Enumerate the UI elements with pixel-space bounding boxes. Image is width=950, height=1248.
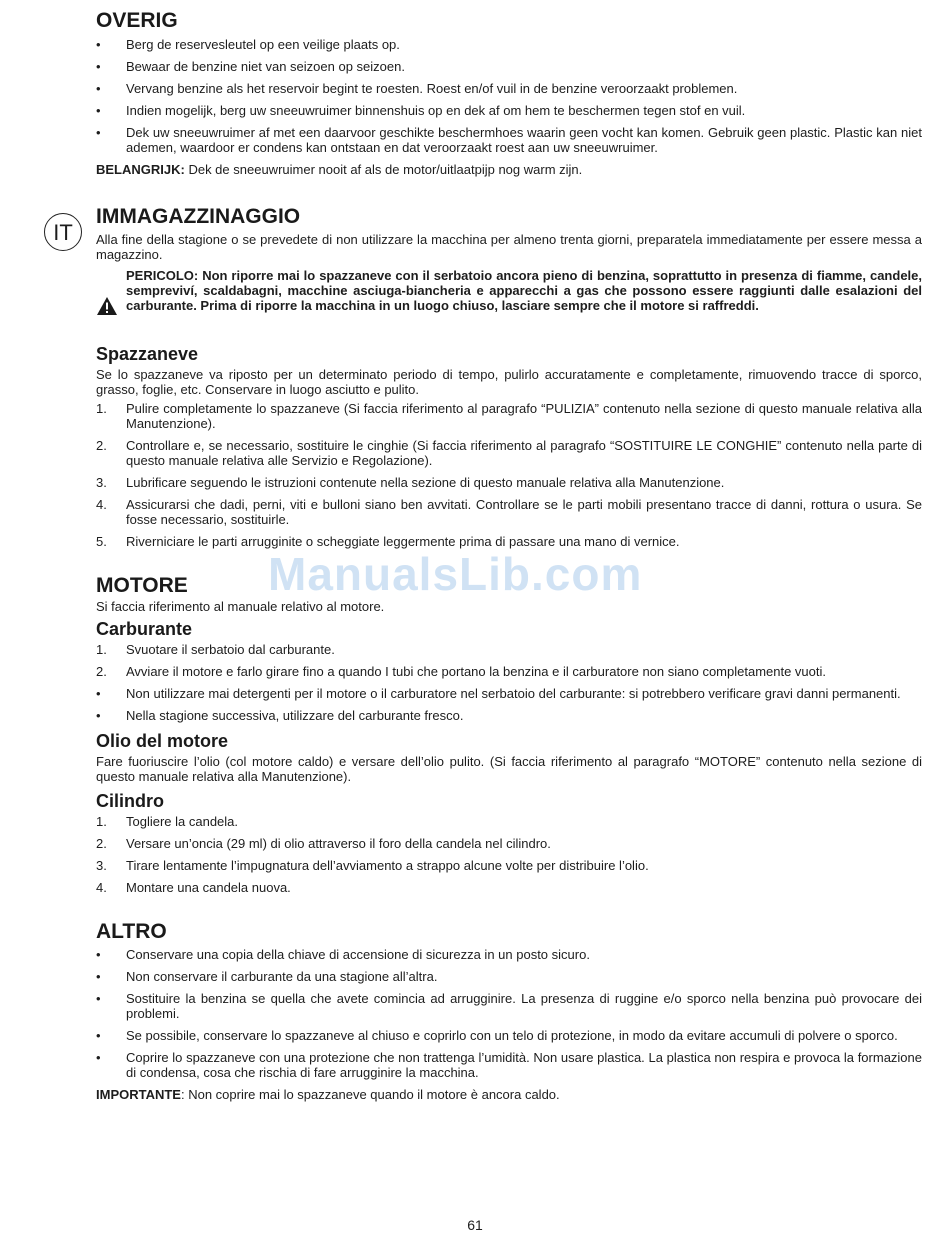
cilindro-section	[96, 790, 922, 895]
spazzaneve-steps	[96, 401, 922, 549]
list-item: 2. Controllare e, se necessario, sostituire le cinghie (Si faccia riferimento al paragrafo “SOSTITUIRE LE CONGHIE” contenuto nella parte di questo manuale relativa alle Servizio e Regolazione).	[96, 438, 922, 468]
list-item: 1. Svuotare il serbatoio dal carburante.	[96, 642, 335, 657]
list-item: 1. Pulire completamente lo spazzaneve (Si faccia riferimento al paragrafo “PULIZIA” contenuto nella sezione di questo manuale relativa alla Manutenzione).	[96, 401, 922, 431]
watermark: ManualsLib.com	[268, 548, 643, 600]
language-badge: IT	[44, 213, 82, 251]
overig-note: BELANGRIJK: Dek de sneeuwruimer nooit af als de motor/uitlaatpijp nog warm zijn.	[96, 162, 583, 177]
olio-section	[96, 730, 922, 784]
list-item: • Nella stagione successiva, utilizzare del carburante fresco.	[96, 708, 464, 723]
list-item: 1. Togliere la candela.	[96, 814, 239, 829]
page-number: 61	[467, 1217, 483, 1233]
list-item: • Sostituire la benzina se quella che avete comincia ad arrugginire. La presenza di ruggine e/o sporco nella benzina può provocare dei problemi.	[96, 991, 922, 1021]
altro-note: IMPORTANTE: Non coprire mai lo spazzaneve quando il motore è ancora caldo.	[96, 1087, 560, 1102]
list-item: • Non utilizzare mai detergenti per il motore o il carburatore nel serbatoio del carburante: si potrebbero verificare gravi danni permanenti.	[96, 686, 901, 701]
immagazzinaggio-title: IMMAGAZZINAGGIO	[96, 205, 301, 228]
cilindro-title: Cilindro	[96, 791, 164, 811]
spazzaneve-title: Spazzaneve	[96, 344, 199, 364]
list-item: • Coprire lo spazzaneve con una protezione che non trattenga l’umidità. Non usare plastica. La plastica non respira e provoca la formazione di condensa, cosa che rischia di fare arrugginire la macchina.	[96, 1050, 922, 1080]
list-item: • Vervang benzine als het reservoir begint te roesten. Roest en/of vuil in de benzine veroorzaakt problemen.	[96, 81, 738, 96]
list-item: 2. Avviare il motore e farlo girare fino a quando I tubi che portano la benzina e il carburatore non siano completamente vuoti.	[96, 664, 827, 679]
spazzaneve-intro: Se lo spazzaneve va riposto per un determinato periodo di tempo, pulirlo accuratamente e completamente, rimuovendo tracce di sporco, grasso, foglie, etc. Conservare in luogo asciutto e pulito.	[96, 367, 922, 397]
list-item: • Berg de reservesleutel op een veilige plaats op.	[96, 37, 400, 52]
list-item: 4. Montare una candela nuova.	[96, 880, 291, 895]
list-item: 4. Assicurarsi che dadi, perni, viti e bulloni siano ben avvitati. Controllare se le parti mobili presentano tracce di danni, rottura o usura. Se fosse necessario, sostituirle.	[96, 497, 922, 527]
overig-list	[96, 37, 922, 155]
overig-section	[96, 8, 922, 177]
list-item: 2. Versare un’oncia (29 ml) di olio attraverso il foro della candela nel cilindro.	[96, 836, 551, 851]
list-item: 5. Riverniciare le parti arrugginite o scheggiate leggermente prima di passare una mano di vernice.	[96, 534, 680, 549]
motore-section	[96, 573, 922, 614]
cilindro-steps	[96, 814, 922, 895]
olio-text: Fare fuoriuscire l’olio (col motore caldo) e versare dell’olio pulito. (Si faccia riferimento al paragrafo “MOTORE” contenuto nella sezione di questo manuale relativa alla Manutenzione).	[96, 754, 922, 784]
carburante-bullets	[96, 686, 922, 723]
overig-title: OVERIG	[96, 9, 178, 32]
altro-title: ALTRO	[96, 920, 167, 943]
list-item: 3. Lubrificare seguendo le istruzioni contenute nella sezione di questo manuale relativa alla Manutenzione.	[96, 475, 725, 490]
carburante-section	[96, 618, 922, 723]
list-item: • Bewaar de benzine niet van seizoen op seizoen.	[96, 59, 405, 74]
list-item: • Conservare una copia della chiave di accensione di sicurezza in un posto sicuro.	[96, 947, 590, 962]
list-item: 3. Tirare lentamente l’impugnatura dell’avviamento a strappo alcune volte per distribuire l’olio.	[96, 858, 649, 873]
olio-title: Olio del motore	[96, 731, 229, 751]
spazzaneve-section	[96, 343, 922, 549]
list-item: • Se possibile, conservare lo spazzaneve al chiuso e coprirlo con un telo di protezione, in modo da evitare accumuli di polvere o sporco.	[96, 1028, 898, 1043]
list-item: • Dek uw sneeuwruimer af met een daarvoor geschikte beschermhoes waarin geen vocht kan komen. Gebruik geen plastic. Plastic kan niet ademen, waardoor er condens kan ontstaan en dat veroorzaakt roest aan uw sneeuwruimer.	[96, 125, 922, 155]
carburante-steps	[96, 642, 922, 679]
list-item: • Indien mogelijk, berg uw sneeuwruimer binnenshuis op en dek af om hem te beschermen tegen stof en vuil.	[96, 103, 746, 118]
carburante-title: Carburante	[96, 619, 193, 639]
motore-title: MOTORE	[96, 574, 188, 597]
immagazzinaggio-section	[96, 204, 922, 313]
list-item: • Non conservare il carburante da una stagione all’altra.	[96, 969, 438, 984]
altro-section	[96, 919, 922, 1102]
danger-warning: PERICOLO: Non riporre mai lo spazzaneve con il serbatoio ancora pieno di benzina, soprattutto in presenza di fiamme, candele, sempreviví, scaldabagni, macchine asciuga-biancheria e apparecchi a gas che possono essere raggiunti dalle esalazioni del carburante. Prima di riporre la macchina in un luogo chiuso, lasciare sempre che il motore si raffreddi.	[126, 268, 922, 313]
immagazzinaggio-intro: Alla fine della stagione o se prevedete di non utilizzare la macchina per almeno trenta giorni, preparatela immediatamente per essere messa a magazzino.	[96, 232, 922, 262]
motore-intro: Si faccia riferimento al manuale relativo al motore.	[96, 599, 385, 614]
page-content	[96, 8, 922, 1102]
altro-list	[96, 947, 922, 1080]
